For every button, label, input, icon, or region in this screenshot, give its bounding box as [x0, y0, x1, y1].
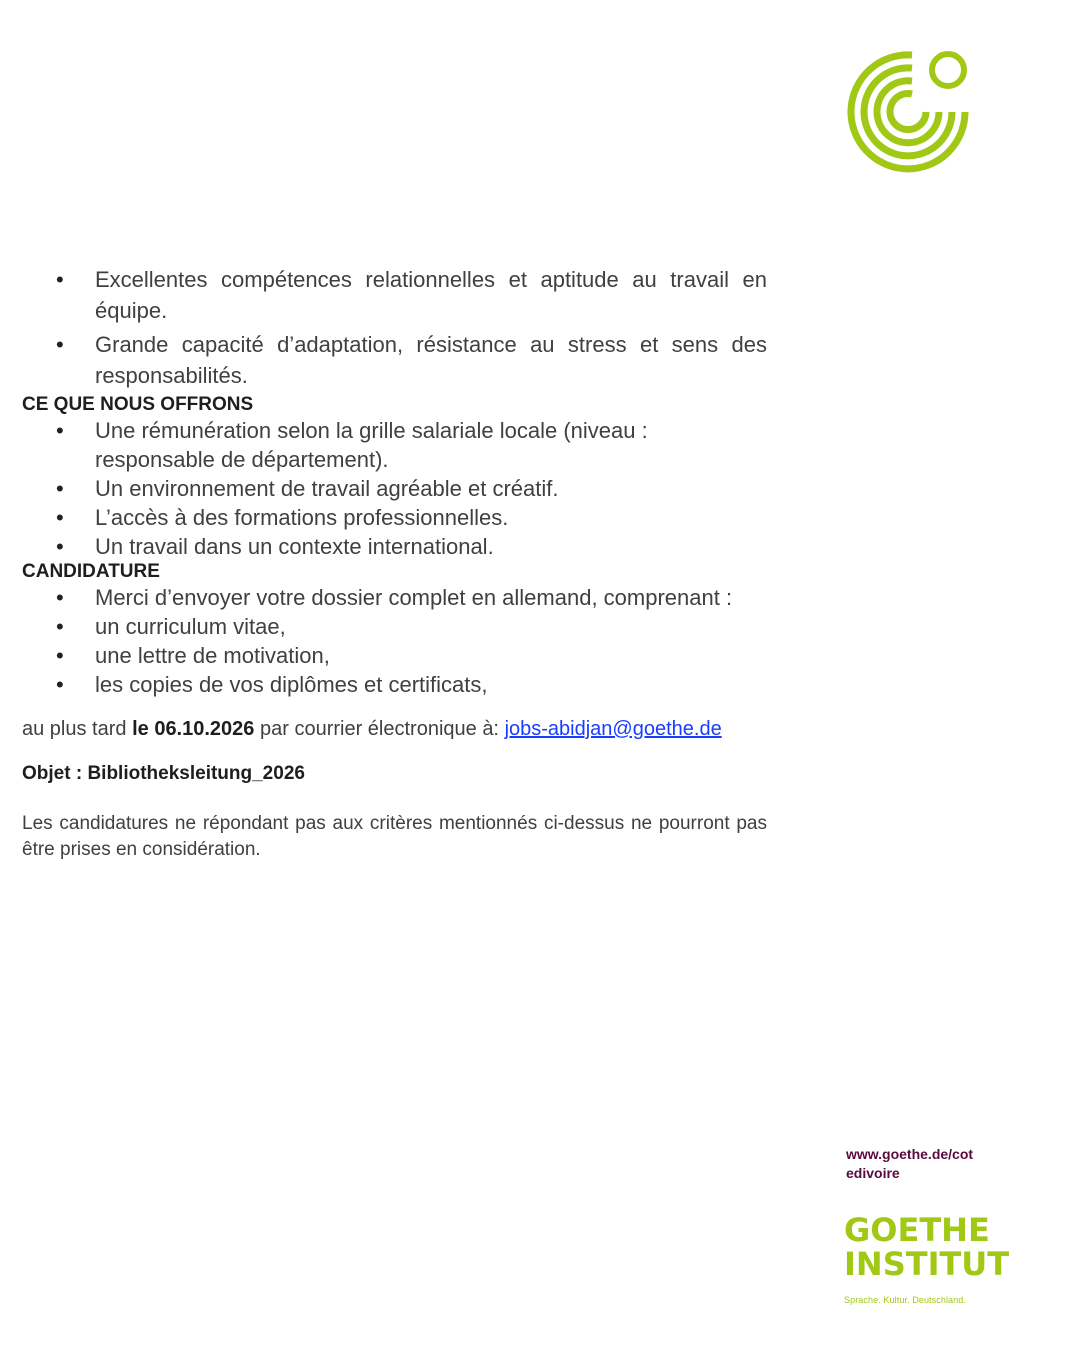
goethe-logo-icon [840, 40, 976, 176]
list-item: • L’accès à des formations professionnelles. [22, 503, 767, 532]
list-item: • Grande capacité d’adaptation, résistance au stress et sens des responsabilités. [22, 329, 767, 391]
disclaimer-note: Les candidatures ne répondant pas aux critères mentionnés ci-dessus ne pourront pas être prises en considération. [22, 813, 767, 860]
list-item: • une lettre de motivation, [22, 641, 767, 670]
list-item: • Un environnement de travail agréable et créatif. [22, 474, 767, 503]
list-item: • Un travail dans un contexte international. [22, 532, 767, 561]
list-item: • Une rémunération selon la grille salariale locale (niveau : responsable de département). [22, 416, 767, 474]
section-heading-application: CANDIDATURE [22, 561, 160, 582]
subject-line: Objet : Bibliotheksleitung_2026 [22, 763, 305, 784]
brand-line-2: INSTITUT [844, 1245, 1010, 1283]
email-link[interactable]: jobs-abidjan@goethe.de [504, 718, 722, 740]
deadline-prefix: au plus tard [22, 718, 133, 740]
list-item: • Merci d’envoyer votre dossier complet en allemand, comprenant : [22, 583, 767, 612]
list-item: • un curriculum vitae, [22, 612, 767, 641]
document-body [22, 258, 767, 863]
section-heading-offer: CE QUE NOUS OFFRONS [22, 394, 254, 415]
deadline-line [22, 718, 767, 741]
brand-tagline: Sprache. Kultur. Deutschland. [844, 1295, 966, 1305]
goethe-institut-wordmark [844, 1211, 1010, 1305]
offer-list [22, 416, 767, 561]
list-item: • les copies de vos diplômes et certificats, [22, 670, 767, 699]
website-url: www.goethe.de/cotedivoire [846, 1146, 974, 1181]
requirements-list [22, 264, 767, 391]
deadline-suffix: par courrier électronique à: [254, 718, 505, 740]
list-item: • Excellentes compétences relationnelles et aptitude au travail en équipe. [22, 264, 767, 326]
deadline-date: le 06.10.2026 [132, 718, 255, 740]
application-list [22, 583, 767, 699]
brand-line-1: GOETHE [844, 1211, 990, 1249]
